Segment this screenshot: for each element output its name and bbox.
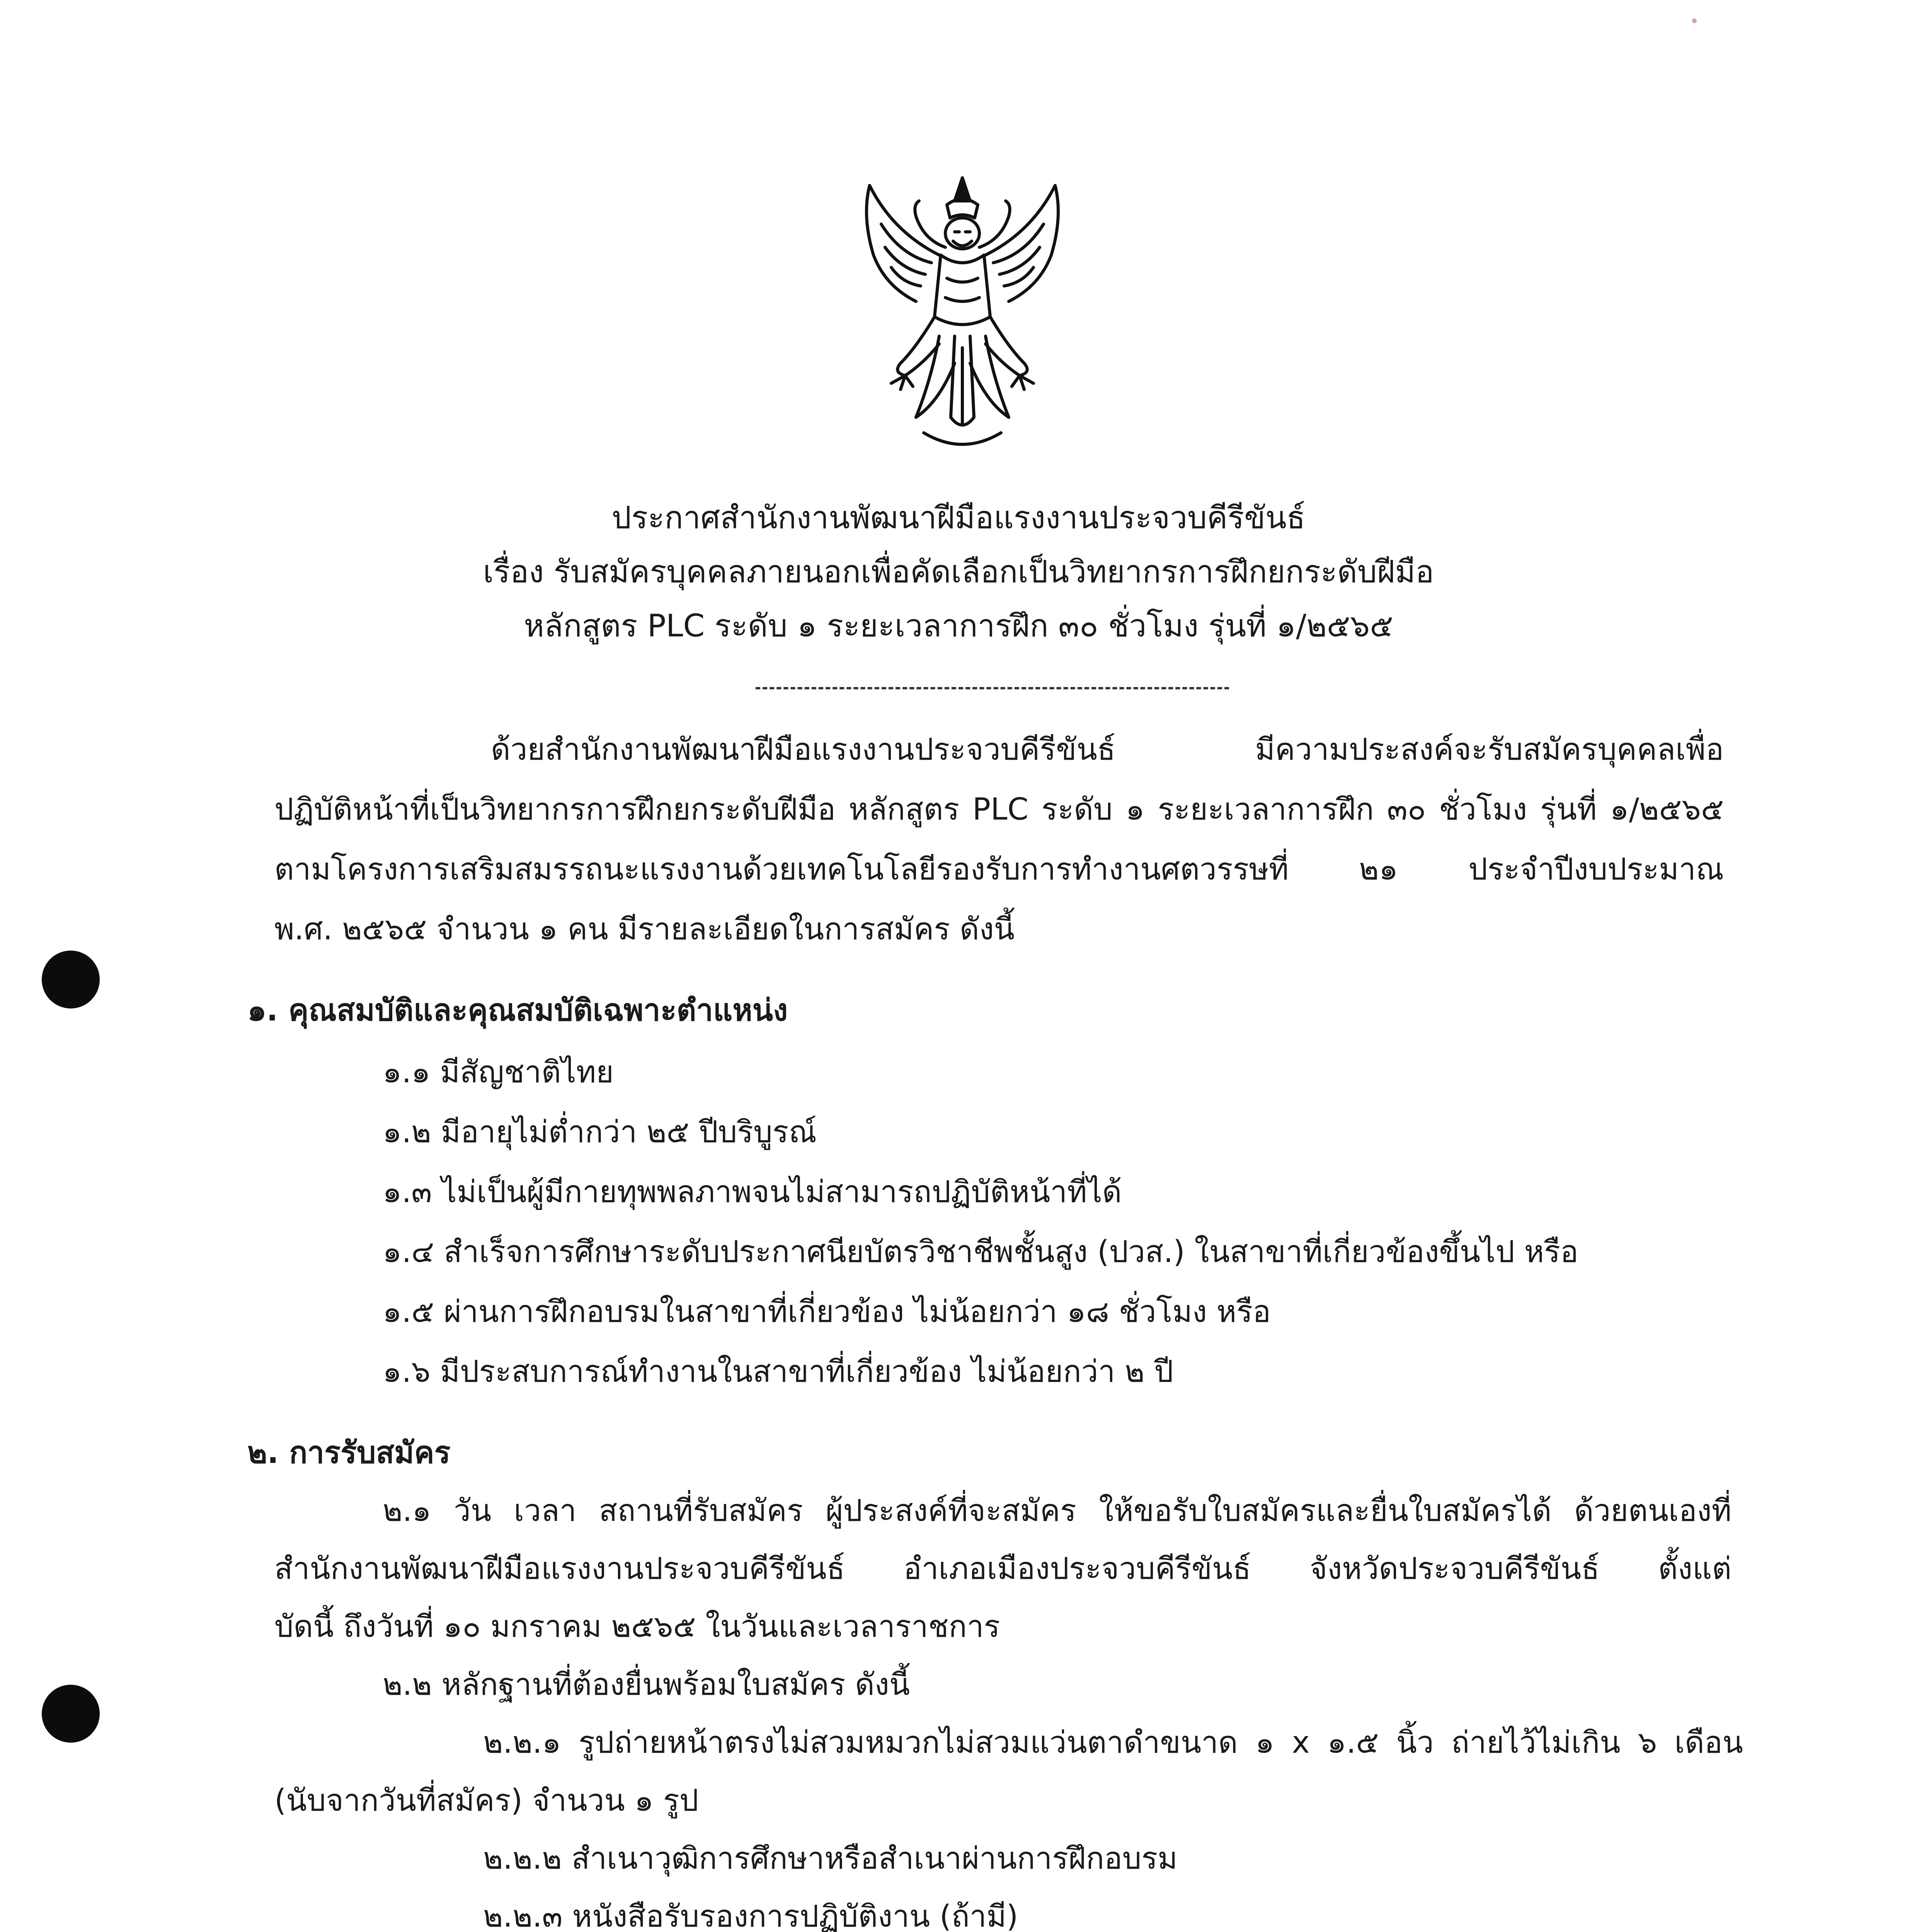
paragraph-line: ๒.๒ หลักฐานที่ต้องยื่นพร้อมใบสมัคร ดังนี้ bbox=[383, 1667, 910, 1702]
punch-hole-bottom bbox=[42, 1685, 100, 1743]
paragraph-line: สำนักงานพัฒนาฝีมือแรงงานประจวบคีรีขันธ์ อำเภอเมืองประจวบคีรีขันธ์ จังหวัดประจวบคีรีขันธ์ ตั้งแต่ bbox=[274, 1551, 1731, 1586]
punch-hole-top bbox=[42, 951, 100, 1009]
intro-line: ด้วยสำนักงานพัฒนาฝีมือแรงงานประจวบคีรีขันธ์ มีความประสงค์จะรับสมัครบุคคลเพื่อ bbox=[491, 732, 1724, 767]
paragraph-line: (นับจากวันที่สมัคร) จำนวน ๑ รูป bbox=[274, 1783, 699, 1818]
qualification-item: ๑.๑ มีสัญชาติไทย bbox=[383, 1055, 614, 1090]
paragraph-line: บัดนี้ ถึงวันที่ ๑๐ มกราคม ๒๕๖๕ ในวันและเวลาราชการ bbox=[274, 1609, 1000, 1644]
section-heading: ๑. คุณสมบัติและคุณสมบัติเฉพาะตำแหน่ง bbox=[247, 993, 788, 1028]
announcement-title: ประกาศสำนักงานพัฒนาฝีมือแรงงานประจวบคีรีขันธ์ bbox=[611, 500, 1306, 536]
header-divider bbox=[756, 687, 1229, 689]
paragraph-line: ๒.๑ วัน เวลา สถานที่รับสมัคร ผู้ประสงค์ที่จะสมัคร ให้ขอรับใบสมัครและยื่นใบสมัครได้ ด้วยตนเองที่ bbox=[383, 1493, 1731, 1528]
qualification-item: ๑.๔ สำเร็จการศึกษาระดับประกาศนียบัตรวิชาชีพชั้นสูง (ปวส.) ในสาขาที่เกี่ยวข้องขึ้นไป หรือ bbox=[383, 1235, 1578, 1269]
qualification-item: ๑.๖ มีประสบการณ์ทำงานในสาขาที่เกี่ยวข้อง ไม่น้อยกว่า ๒ ปี bbox=[383, 1354, 1173, 1389]
qualification-item: ๑.๕ ผ่านการฝึกอบรมในสาขาที่เกี่ยวข้อง ไม่น้อยกว่า ๑๘ ชั่วโมง หรือ bbox=[383, 1294, 1271, 1329]
paragraph-line: ๒.๒.๑ รูปถ่ายหน้าตรงไม่สวมหมวกไม่สวมแว่นตาดำขนาด ๑ x ๑.๕ นิ้ว ถ่ายไว้ไม่เกิน ๖ เดือน bbox=[483, 1725, 1743, 1760]
qualification-item: ๑.๓ ไม่เป็นผู้มีกายทุพพลภาพจนไม่สามารถปฏิบัติหน้าที่ได้ bbox=[383, 1175, 1122, 1209]
qualification-item: ๑.๒ มีอายุไม่ต่ำกว่า ๒๕ ปีบริบูรณ์ bbox=[383, 1115, 817, 1150]
garuda-emblem-icon bbox=[839, 170, 1086, 464]
document-item: ๒.๒.๒ สำเนาวุฒิการศึกษาหรือสำเนาผ่านการฝึกอบรม bbox=[483, 1841, 1178, 1876]
announcement-subject: เรื่อง รับสมัครบุคคลภายนอกเพื่อคัดเลือกเป็นวิทยากรการฝึกยกระดับฝีมือ bbox=[483, 554, 1434, 590]
intro-line: ปฏิบัติหน้าที่เป็นวิทยากรการฝึกยกระดับฝีมือ หลักสูตร PLC ระดับ ๑ ระยะเวลาการฝึก ๓๐ ชั่วโมง รุ่นที่ ๑/๒๕๖๕ bbox=[274, 792, 1724, 827]
section-heading: ๒. การรับสมัคร bbox=[247, 1435, 451, 1470]
document-item: ๒.๒.๓ หนังสือรับรองการปฏิบัติงาน (ถ้ามี) bbox=[483, 1899, 1018, 1932]
scan-mark bbox=[1692, 19, 1697, 23]
intro-line: ตามโครงการเสริมสมรรถนะแรงงานด้วยเทคโนโลยีรองรับการทำงานศตวรรษที่ ๒๑ ประจำปีงบประมาณ bbox=[274, 852, 1724, 887]
announcement-course: หลักสูตร PLC ระดับ ๑ ระยะเวลาการฝึก ๓๐ ชั่วโมง รุ่นที่ ๑/๒๕๖๕ bbox=[524, 608, 1393, 644]
intro-line: พ.ศ. ๒๕๖๕ จำนวน ๑ คน มีรายละเอียดในการสมัคร ดังนี้ bbox=[274, 912, 1015, 947]
